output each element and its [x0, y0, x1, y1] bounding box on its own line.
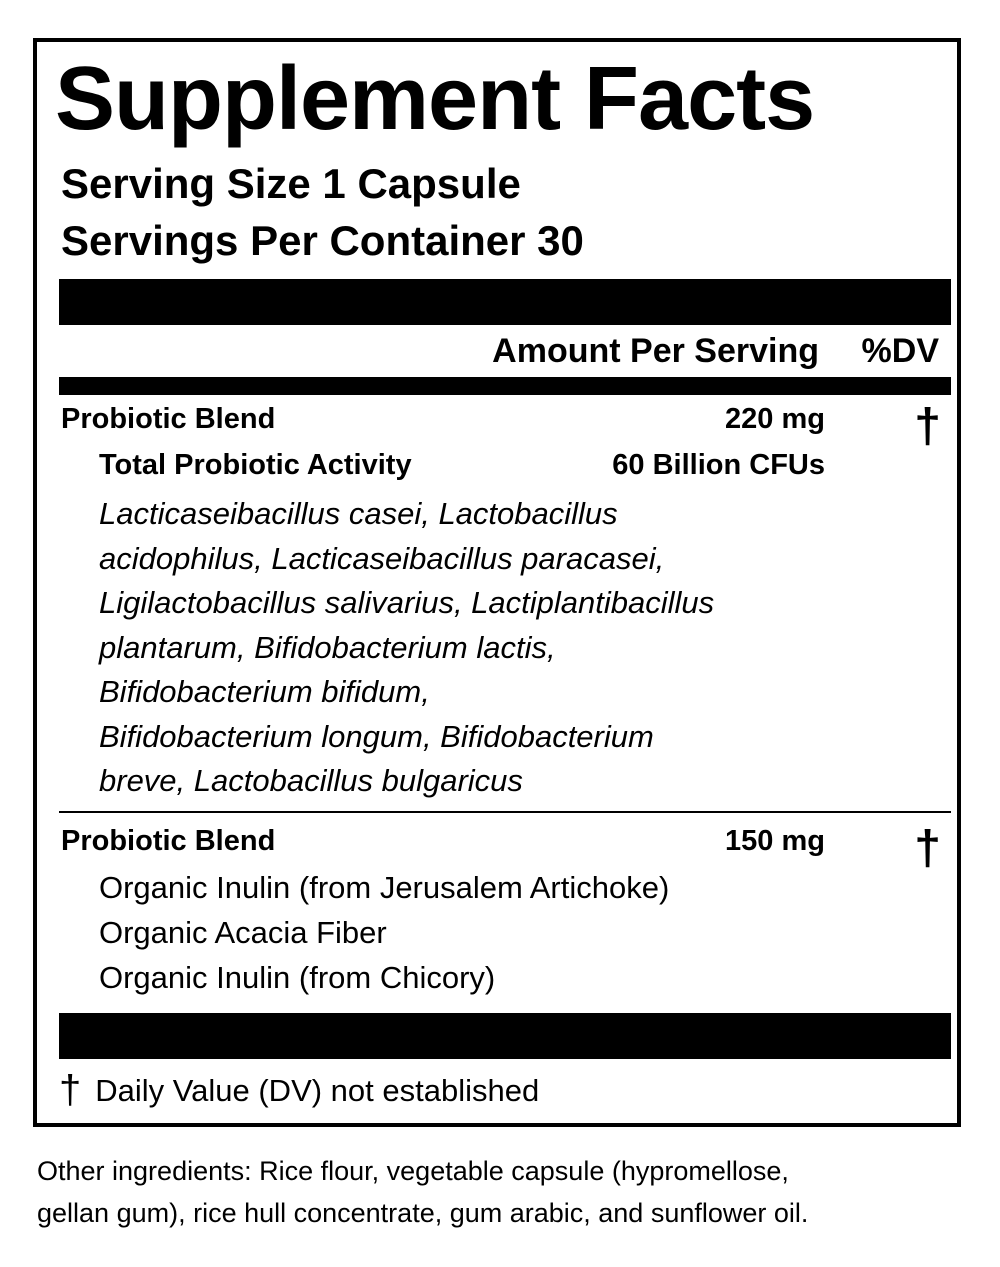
species-line: Bifidobacterium longum, Bifidobacterium [99, 718, 654, 754]
footnote-text: Daily Value (DV) not established [95, 1073, 540, 1108]
thick-divider-top [59, 279, 951, 325]
dv-header: %DV [861, 332, 939, 370]
blend1-species-list [99, 492, 859, 804]
footnote-dagger: † [59, 1068, 82, 1112]
footnote [59, 1068, 539, 1113]
blend1-sub-row [99, 446, 825, 484]
blend1-name: Probiotic Blend [61, 403, 276, 435]
blend2-dv-dagger: † [914, 822, 941, 875]
thin-divider [59, 811, 951, 813]
supplement-facts-panel [33, 38, 961, 1127]
serving-size: Serving Size 1 Capsule [61, 160, 521, 207]
species-line: Bifidobacterium bifidum, [99, 674, 430, 709]
panel-title: Supplement Facts [55, 49, 815, 149]
other-ingredients-line: Other ingredients: Rice flour, vegetable capsule (hypromellose, [37, 1156, 789, 1186]
species-line: Ligilactobacillus salivarius, Lactiplantibacillus [99, 585, 715, 620]
species-line: acidophilus, Lacticaseibacillus paracasei, [99, 540, 665, 576]
blend2-ingredient: Organic Acacia Fiber [99, 915, 387, 950]
species-line: Lacticaseibacillus casei, Lactobacillus [99, 496, 618, 531]
total-probiotic-activity-label: Total Probiotic Activity [99, 449, 412, 481]
blend1-dv-dagger: † [914, 400, 941, 453]
other-ingredients-line: gellan gum), rice hull concentrate, gum arabic, and sunflower oil. [37, 1198, 809, 1228]
blend1-amount: 220 mg [725, 403, 825, 435]
total-probiotic-activity-amount: 60 Billion CFUs [612, 449, 825, 481]
species-line: plantarum, Bifidobacterium lactis, [99, 629, 556, 665]
species-line: breve, Lactobacillus bulgaricus [99, 763, 523, 798]
blend2-amount: 150 mg [725, 825, 825, 857]
blend2-ingredient: Organic Inulin (from Chicory) [99, 960, 496, 995]
medium-divider [59, 377, 951, 395]
blend1-row [61, 400, 825, 438]
blend2-row [61, 822, 825, 860]
thick-divider-bottom [59, 1013, 951, 1059]
blend2-name: Probiotic Blend [61, 825, 276, 857]
other-ingredients [37, 1150, 967, 1234]
amount-per-serving-header: Amount Per Serving [492, 332, 819, 370]
blend2-ingredient: Organic Inulin (from Jerusalem Artichoke) [99, 870, 670, 905]
servings-per-container: Servings Per Container 30 [61, 217, 584, 264]
